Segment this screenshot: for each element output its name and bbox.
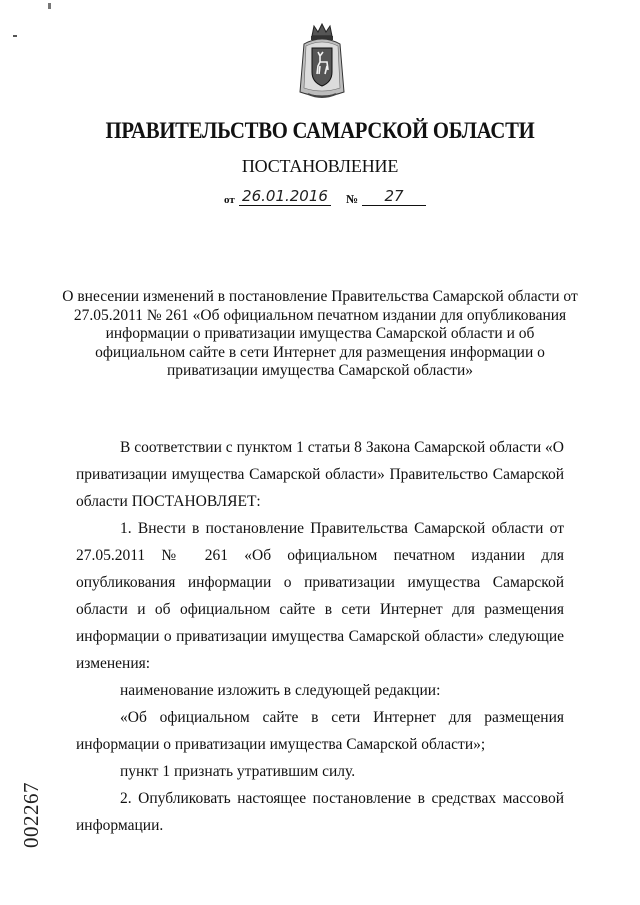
paragraph: 2. Опубликовать настоящее постановление в средствах массовой информации. [76, 790, 564, 834]
paragraph: В соответствии с пунктом 1 статьи 8 Закона Самарской области «О приватизации имущества Самарской области» Правительство Самарской области ПОСТАНОВЛЯЕТ: [76, 439, 564, 510]
document-type: ПОСТАНОВЛЕНИЕ [241, 156, 399, 176]
document-date: 26.01.2016 [239, 187, 331, 206]
scan-mark [48, 3, 51, 9]
paragraph: пункт 1 признать утратившим силу. [120, 763, 356, 780]
scan-mark [13, 35, 17, 37]
paragraph: наименование изложить в следующей редакции: [120, 682, 441, 699]
number-label: № [346, 192, 359, 206]
government-title: ПРАВИТЕЛЬСТВО САМАРСКОЙ ОБЛАСТИ [105, 118, 535, 143]
document-heading: О внесении изменений в постановление Правительства Самарской области от 27.05.2011 № 261 «Об официальном печатном издании для опубликования информации о приватизации имущества Самарской области и об официальном сайте в сети Интернет для размещения информации о приватизации имущества Самарской области» [62, 288, 578, 379]
coat-of-arms-icon [298, 22, 346, 102]
document-body [76, 434, 564, 839]
document-number: 27 [362, 187, 426, 206]
date-number-line [0, 188, 640, 210]
paragraph: 1. Внести в постановление Правительства Самарской области от 27.05.2011 № 261 «Об официальном печатном издании для опубликования информации о приватизации имущества Самарской области и об официальном сайте в сети Интернет для размещения информации о приватизации имущества Самарской области» следующие изменения: [76, 520, 564, 672]
paragraph: «Об официальном сайте в сети Интернет для размещения информации о приватизации имущества Самарской области»; [76, 709, 564, 753]
date-prefix: от [224, 194, 235, 206]
stamp-number: 002267 [19, 782, 43, 848]
